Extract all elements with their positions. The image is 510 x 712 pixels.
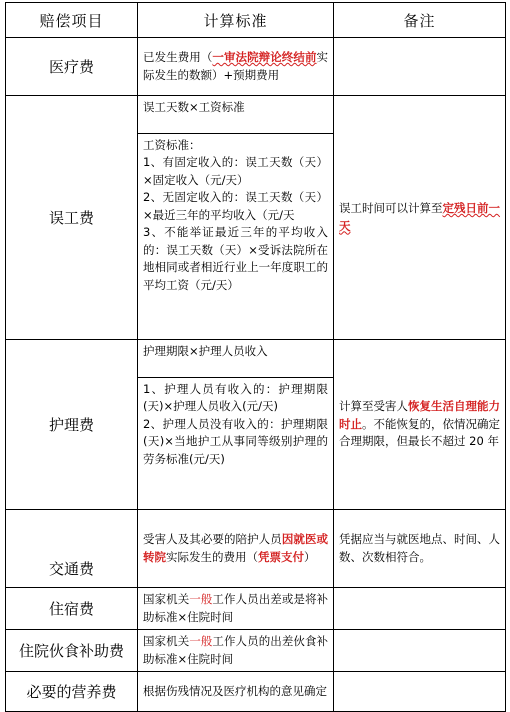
- note-nursing-text-a: 计算至受害人: [339, 399, 408, 414]
- compensation-table: [5, 2, 506, 712]
- table-row-lost-work: [6, 96, 506, 340]
- compensation-table-document: [5, 2, 505, 712]
- table-row-nutrition: [6, 672, 506, 712]
- note-lost-work-highlight: 定残日前一天: [339, 201, 500, 233]
- standard-medical: [138, 38, 334, 96]
- note-lost-work: [334, 96, 506, 340]
- header-standard: 计算标准: [138, 3, 334, 38]
- standard-lost-work-case-2: 2、无固定收入的：误工天数（天）×最近三年的平均收入（元/天: [143, 190, 328, 222]
- note-nursing-highlight: 恢复生活自理能力时止: [339, 399, 500, 431]
- standard-nursing-formula: 护理期限×护理人员收入: [143, 344, 268, 358]
- header-note: 备注: [334, 3, 506, 38]
- item-transport: 交通费: [6, 510, 138, 588]
- standard-medical-text-a: 已发生费用（: [143, 50, 213, 64]
- standard-transport-text-b: 实际发生的费用（: [166, 549, 258, 564]
- table-row-transport: [6, 510, 506, 588]
- note-meal: [334, 630, 506, 672]
- note-nutrition: [334, 672, 506, 712]
- table-header-row: [6, 3, 506, 38]
- note-transport: [334, 510, 506, 588]
- standard-transport-text-a: 受害人及其必要的陪护人员: [143, 532, 282, 546]
- item-lodging: 住宿费: [6, 588, 138, 630]
- standard-lost-work-formula: 误工天数×工资标准: [143, 100, 245, 114]
- note-nursing-text-b: 。不能恢复的，依情况确定合理期限，但最长不超过 20 年: [339, 416, 500, 449]
- standard-medical-text-b: 实际发生的数额）+预期费用: [143, 50, 329, 82]
- standard-transport-text-c: ）: [304, 549, 316, 564]
- standard-meal: [138, 630, 334, 672]
- item-medical: 医疗费: [6, 38, 138, 96]
- standard-medical-highlight: 一审法院辩论终结前: [212, 50, 317, 64]
- item-nursing: 护理费: [6, 340, 138, 510]
- standard-lodging-highlight: 一般: [189, 592, 213, 606]
- standard-lost-work-case-3: 3、不能举证最近三年的平均收入的：误工天数（天）×受诉法院所在地相同或者相近行业上一年度职工的平均工资（元/天）: [143, 225, 328, 292]
- note-lost-work-text: 误工时间可以计算至: [339, 201, 443, 215]
- table-row-nursing: [6, 340, 506, 510]
- item-nutrition: 必要的营养费: [6, 672, 138, 712]
- note-nursing: [334, 340, 506, 510]
- item-meal: 住院伙食补助费: [6, 630, 138, 672]
- table-row-lodging: [6, 588, 506, 630]
- standard-lodging: [138, 588, 334, 630]
- standard-transport-highlight-2: 凭票支付: [258, 549, 304, 564]
- standard-meal-text-b: 工作人员的出差伙食补助标准×住院时间: [143, 634, 329, 666]
- standard-lodging-text-b: 工作人员出差或是将补助标准×住院时间: [143, 592, 329, 624]
- standard-lodging-text-a: 国家机关: [143, 592, 190, 606]
- note-lodging: [334, 588, 506, 630]
- standard-nutrition-text: 根据伤残情况及医疗机构的意见确定: [143, 683, 327, 698]
- standard-lost-work-detail: [138, 133, 333, 298]
- table-row-meal: [6, 630, 506, 672]
- standard-meal-text-a: 国家机关: [143, 634, 190, 648]
- note-medical: [334, 38, 506, 96]
- header-item: 赔偿项目: [6, 3, 138, 38]
- standard-transport: [138, 510, 334, 588]
- standard-nursing-case-1: 1、护理人员有收入的：护理期限(天)×护理人员收入(元/天): [143, 381, 328, 413]
- standard-transport-highlight-1: 因就医或转院: [143, 532, 329, 564]
- standard-lost-work-case-1: 1、有固定收入的：误工天数（天）×固定收入（元/天）: [143, 155, 328, 187]
- standard-lost-work-head: 工资标准：: [143, 137, 201, 152]
- item-lost-work: 误工费: [6, 96, 138, 340]
- standard-lost-work: [138, 96, 334, 340]
- standard-nursing-case-2: 2、护理人员没有收入的：护理期限(天)×当地护工从事同等级别护理的劳务标准(元/天): [143, 416, 328, 466]
- note-transport-text: 凭据应当与就医地点、时间、人数、次数相符合。: [339, 532, 500, 564]
- table-row-medical: [6, 38, 506, 96]
- standard-nursing-detail: [138, 377, 333, 472]
- standard-meal-highlight: 一般: [189, 634, 213, 648]
- standard-nutrition: [138, 672, 334, 712]
- standard-nursing: [138, 340, 334, 510]
